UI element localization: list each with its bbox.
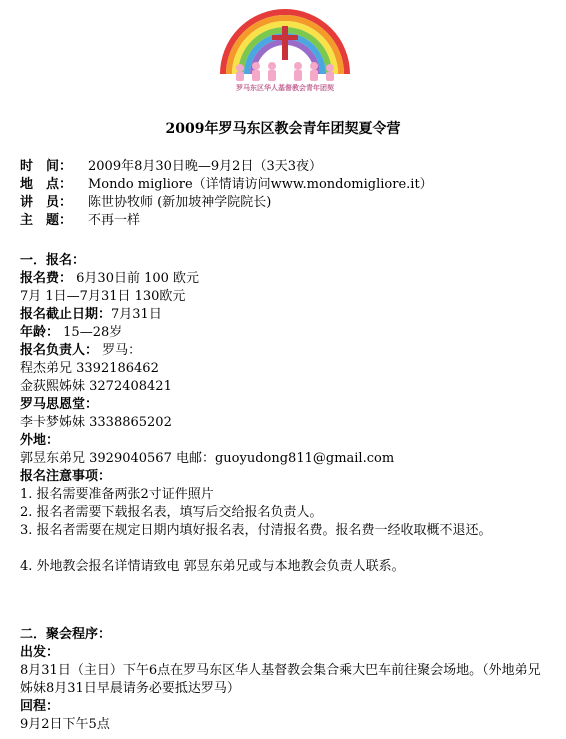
deadline-line	[20, 306, 162, 324]
contact-city: 罗马：	[102, 343, 142, 358]
info-value: 不再一样	[88, 213, 141, 228]
fee-label: 报名费：	[20, 271, 73, 286]
depart-label: 出发：	[20, 645, 60, 660]
outside-contact: 郭昱东弟兄 3929040567 电邮：guoyudong811@gmail.com	[20, 451, 395, 466]
info-label: 讲 员：	[20, 195, 73, 210]
fee-value: 6月30日前 100 欧元	[76, 271, 200, 286]
contact-line	[20, 342, 141, 360]
return-label: 回程：	[20, 699, 60, 714]
church-contact: 李卡梦姊妹 3338865202	[20, 415, 172, 430]
note-item: 4. 外地教会报名详情请致电 郭昱东弟兄或与本地教会负责人联系。	[20, 559, 405, 574]
depart-text: 8月31日（主日）下午6点在罗马东区华人基督教会集合乘大巴车前往聚会场地。（外地弟兄姊妹8月31日早晨请务必要抵达罗马）	[20, 663, 541, 696]
info-label: 地 点：	[20, 177, 73, 192]
section-heading: 一．报名：	[20, 253, 86, 268]
info-theme	[20, 212, 140, 230]
deadline-label: 报名截止日期：	[20, 307, 112, 322]
info-speaker	[20, 194, 271, 212]
church-label: 罗马思恩堂：	[20, 397, 99, 412]
info-time	[20, 158, 322, 176]
info-value: 2009年8月30日晚—9月2日（3天3夜）	[88, 159, 322, 174]
contact-item: 金荻熙姊妹 3272408421	[20, 379, 172, 394]
info-value: Mondo migliore（详情请访问www.mondomigliore.it）	[88, 177, 433, 192]
logo-text: 罗马东区华人基督教会青年团契	[236, 84, 334, 92]
contact-item: 程杰弟兄 3392186462	[20, 361, 159, 376]
age-line	[20, 324, 122, 342]
return-text: 9月2日下午5点	[20, 717, 110, 732]
note-item: 1. 报名需要准备两张2寸证件照片	[20, 487, 214, 502]
deadline-value: 7月31日	[111, 307, 162, 322]
section-heading: 二．聚会程序：	[20, 627, 112, 642]
info-value: 陈世协牧师 (新加坡神学院院长)	[88, 195, 272, 210]
age-label: 年龄：	[20, 325, 60, 340]
info-label: 主 题：	[20, 213, 73, 228]
info-location	[20, 176, 433, 194]
note-item: 3. 报名者需要在规定日期内填好报名表，付清报名费。报名费一经收取概不退还。	[20, 523, 492, 538]
contact-label: 报名负责人：	[20, 343, 99, 358]
notes-label: 报名注意事项：	[20, 469, 112, 484]
info-label: 时 间：	[20, 159, 73, 174]
fee-line-2: 7月 1日—7月31日 130欧元	[20, 289, 186, 304]
rainbow-cross-icon	[212, 4, 358, 84]
fee-line	[20, 270, 199, 288]
age-value: 15—28岁	[63, 325, 123, 340]
church-logo	[212, 4, 358, 104]
page-title: 2009年罗马东区教会青年团契夏令营	[165, 121, 401, 137]
outside-label: 外地：	[20, 433, 60, 448]
note-item: 2. 报名者需要下载报名表，填写后交给报名负责人。	[20, 505, 323, 520]
